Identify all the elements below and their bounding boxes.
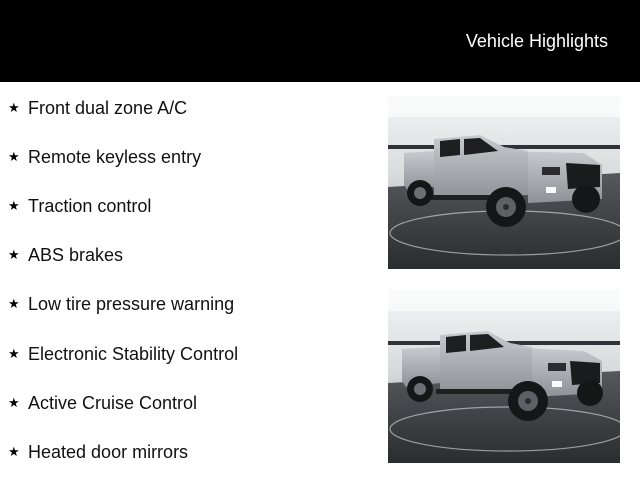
- feature-item: [8, 194, 151, 218]
- feature-item: [8, 145, 201, 169]
- star-icon: ★: [8, 395, 20, 410]
- feature-label: Electronic Stability Control: [28, 344, 239, 364]
- feature-label: Heated door mirrors: [28, 442, 189, 462]
- feature-label: Traction control: [28, 196, 152, 216]
- feature-label: Low tire pressure warning: [28, 294, 235, 314]
- vehicle-photo[interactable]: [388, 95, 620, 269]
- feature-label: Front dual zone A/C: [28, 98, 188, 118]
- star-icon: ★: [8, 247, 20, 262]
- feature-item: [8, 292, 234, 316]
- star-icon: ★: [8, 149, 20, 164]
- feature-item: [8, 96, 187, 120]
- pickup-truck-icon: [388, 289, 620, 463]
- star-icon: ★: [8, 198, 20, 213]
- header-bar: [0, 0, 640, 82]
- feature-label: Remote keyless entry: [28, 147, 202, 167]
- feature-label: Active Cruise Control: [28, 393, 198, 413]
- page-title: Vehicle Highlights: [465, 31, 608, 51]
- feature-item: [8, 391, 197, 415]
- feature-item: [8, 243, 123, 267]
- pickup-truck-icon: [388, 95, 620, 269]
- vehicle-photo[interactable]: [388, 289, 620, 463]
- star-icon: ★: [8, 100, 20, 115]
- feature-item: [8, 440, 188, 464]
- star-icon: ★: [8, 444, 20, 459]
- star-icon: ★: [8, 296, 20, 311]
- star-icon: ★: [8, 346, 20, 361]
- feature-item: [8, 342, 238, 366]
- feature-label: ABS brakes: [28, 245, 124, 265]
